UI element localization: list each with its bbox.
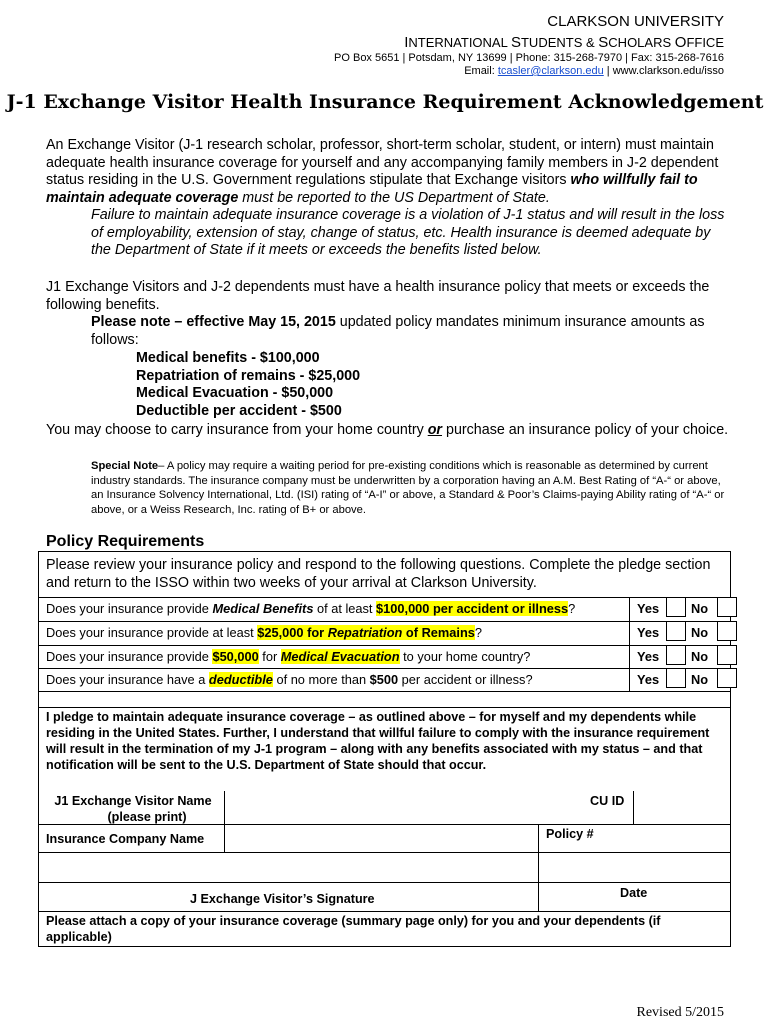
please-note: Please note – effective May 15, 2015 updated policy mandates minimum insurance amounts as follows: <box>91 314 705 348</box>
benefit-item: Deductible per accident - $500 <box>136 403 342 420</box>
visitor-name-label: J1 Exchange Visitor Name (please print) <box>54 794 212 824</box>
form-rule <box>38 882 731 883</box>
requirement-paragraph: J1 Exchange Visitors and J-2 dependents must have a health insurance policy that meets or exceeds the following benefits. <box>46 279 710 313</box>
yes-label: Yes <box>637 672 660 687</box>
cu-id-label: CU ID <box>590 794 625 808</box>
intro-paragraph: An Exchange Visitor (J-1 research scholar, professor, short-term scholar, student, or intern) must maintain adequate health insurance coverage for yourself and any accompanying family members in J-2 dependent status residing in the U.S. Government regulations stipulate that Exchange visitors who willfully fail to maintain adequate coverage must be reported to the US Department of State. <box>46 137 719 206</box>
yes-checkbox[interactable] <box>666 621 686 641</box>
form-rule <box>38 621 731 622</box>
yes-label: Yes <box>637 601 660 616</box>
university-name: CLARKSON UNIVERSITY <box>547 13 724 30</box>
yes-checkbox[interactable] <box>666 645 686 665</box>
document-title: J-1 Exchange Visitor Health Insurance Requirement Acknowledgement <box>6 91 764 113</box>
visitor-name-field[interactable] <box>226 792 576 822</box>
form-divider <box>629 597 630 691</box>
form-divider <box>633 791 634 824</box>
date-field[interactable] <box>540 853 729 881</box>
form-rule <box>38 691 731 692</box>
revision-date: Revised 5/2015 <box>636 1005 724 1020</box>
benefit-item: Medical benefits - $100,000 <box>136 350 320 366</box>
question-deductible: Does your insurance have a deductible of no more than $500 per accident or illness? <box>46 672 533 687</box>
date-label: Date <box>620 886 648 900</box>
choice-paragraph: You may choose to carry insurance from your home country or purchase an insurance policy of your choice. <box>46 422 729 438</box>
form-rule <box>38 597 731 598</box>
insurance-company-label: Insurance Company Name <box>46 832 205 846</box>
no-label: No <box>691 625 709 640</box>
yes-checkbox[interactable] <box>666 668 686 688</box>
question-repatriation: Does your insurance provide at least $25,000 for Repatriation of Remains? <box>46 625 483 640</box>
policy-requirements-heading: Policy Requirements <box>46 533 205 550</box>
form-rule <box>38 645 731 646</box>
pledge-statement: I pledge to maintain adequate insurance coverage – as outlined above – for myself and my dependents while residing in the United States. Further, I understand that willful failure to comply with the insurance requirement will result in the termination of my J-1 program – along with any benefits associated with my status – and that notification will be sent to the U.S. Department of State should that occur. <box>46 710 710 772</box>
signature-field[interactable] <box>40 853 536 881</box>
website-text: | www.clarkson.edu/isso <box>603 65 724 77</box>
office-address: PO Box 5651 | Potsdam, NY 13699 | Phone: 315-268-7970 | Fax: 315-268-7616 <box>334 52 724 64</box>
office-contact: Email: tcasler@clarkson.edu | www.clarkson.edu/isso <box>464 65 724 77</box>
no-checkbox[interactable] <box>717 597 737 617</box>
intro-indent-paragraph: Failure to maintain adequate insurance coverage is a violation of J-1 status and will result in the loss of employability, extension of stay, change of status, etc. Health insurance is deemed adequate by the Department of State if it meets or exceeds the benefits listed below. <box>91 207 725 258</box>
cu-id-field[interactable] <box>635 792 729 822</box>
no-label: No <box>691 601 709 616</box>
no-checkbox[interactable] <box>717 645 737 665</box>
policy-number-field[interactable] <box>605 825 729 851</box>
no-label: No <box>691 649 709 664</box>
form-instructions: Please review your insurance policy and respond to the following questions. Complete the pledge section and return to the ISSO within two weeks of your arrival at Clarkson University. <box>46 557 711 591</box>
email-link[interactable]: tcasler@clarkson.edu <box>497 65 604 77</box>
yes-label: Yes <box>637 649 660 664</box>
special-note: Special Note– A policy may require a waiting period for pre-existing conditions which is reasonable as determined by current industry standards. The insurance company must be underwritten by a corporation having an A.M. Best Rating of “A-“ or above, an Insurance Solvency International, Ltd. (ISI) rating of “A-I” or above, a Standard & Poor’s Claims-paying Ability rating of “A-“ or above, or a Weiss Research, Inc. rating of B+ or above. <box>91 460 725 516</box>
yes-checkbox[interactable] <box>666 597 686 617</box>
no-label: No <box>691 672 709 687</box>
question-medical-evacuation: Does your insurance provide $50,000 for Medical Evacuation to your home country? <box>46 649 531 664</box>
question-medical-benefits: Does your insurance provide Medical Benefits of at least $100,000 per accident or illness? <box>46 601 576 616</box>
benefit-item: Repatriation of remains - $25,000 <box>136 367 361 384</box>
form-rule <box>38 707 731 708</box>
form-divider <box>538 824 539 911</box>
form-rule <box>38 911 731 912</box>
no-checkbox[interactable] <box>717 668 737 688</box>
benefit-item: Medical Evacuation - $50,000 <box>136 385 334 402</box>
signature-label: J Exchange Visitor’s Signature <box>190 892 375 906</box>
office-name: INTERNATIONAL STUDENTS & SCHOLARS OFFICE <box>404 34 724 51</box>
policy-number-label: Policy # <box>546 827 594 841</box>
no-checkbox[interactable] <box>717 621 737 641</box>
form-rule <box>38 668 731 669</box>
form-divider <box>224 791 225 852</box>
insurance-company-field[interactable] <box>226 825 536 851</box>
yes-label: Yes <box>637 625 660 640</box>
attach-instruction: Please attach a copy of your insurance coverage (summary page only) for you and your dependents (if applicable) <box>46 914 661 944</box>
benefits-list <box>136 350 360 421</box>
